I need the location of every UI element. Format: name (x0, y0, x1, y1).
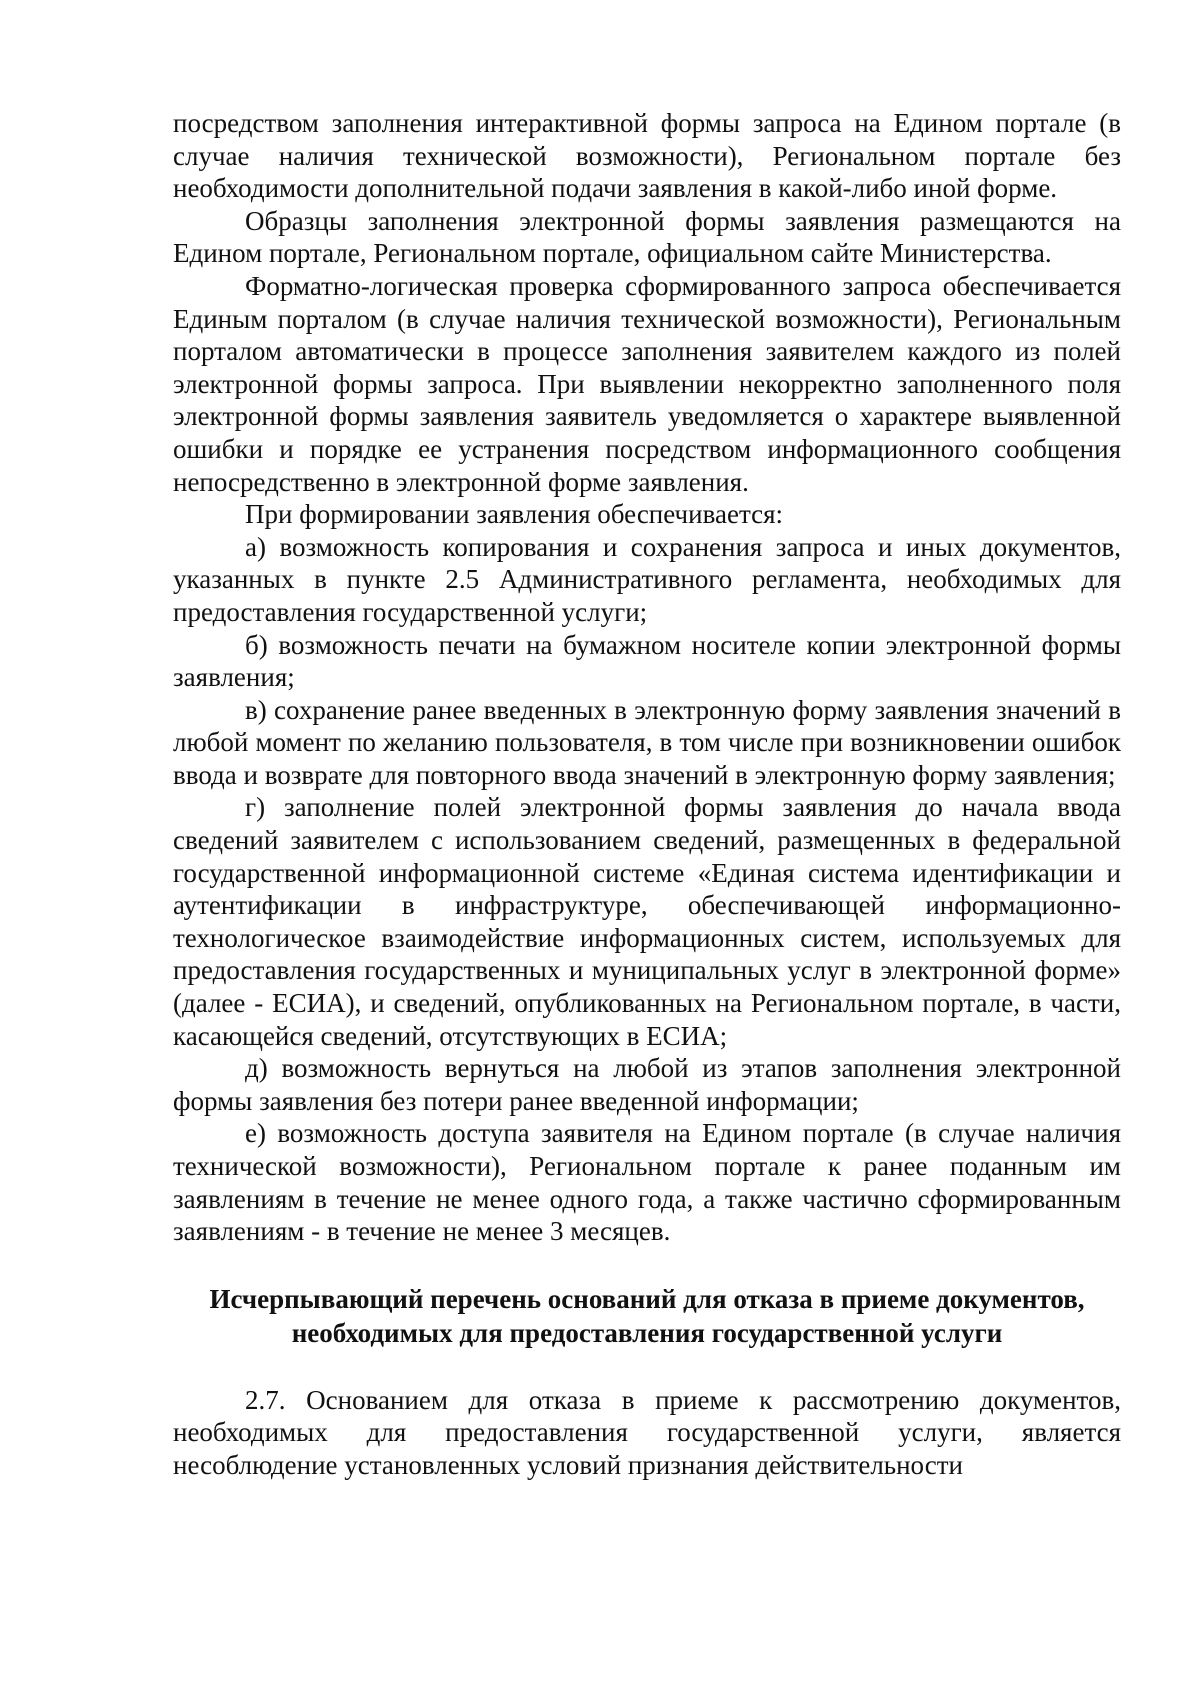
paragraph-samples: Образцы заполнения электронной формы заявления размещаются на Едином портале, Региональном портале, официальном сайте Министерства. (173, 205, 1121, 269)
list-item-v: в) сохранение ранее введенных в электронную форму заявления значений в любой момент по желанию пользователя, в том числе при возникновении ошибок ввода и возврате для повторного ввода значений в электронную форму заявления; (173, 694, 1121, 790)
paragraph-provisions-intro: При формировании заявления обеспечивается: (245, 499, 783, 530)
list-item-a: а) возможность копирования и сохранения запроса и иных документов, указанных в пункте 2.5 Административного регламента, необходимых для предоставления государственной услуги; (173, 531, 1121, 627)
paragraph-format-check: Форматно-логическая проверка сформированного запроса обеспечивается Единым порталом (в случае наличия технической возможности), Региональным порталом автоматически в процессе заполнения заявителем каждого из полей электронной формы запроса. При выявлении некорректно заполненного поля электронной формы заявления заявитель уведомляется о характере выявленной ошибки и порядке ее устранения посредством информационного сообщения непосредственно в электронной форме заявления. (173, 270, 1121, 497)
list-item-g: г) заполнение полей электронной формы заявления до начала ввода сведений заявителем с использованием сведений, размещенных в федеральной государственной информационной системе «Единая система идентификации и аутентификации в инфраструктуре, обеспечивающей информационно-технологическое взаимодействие информационных систем, используемых для предоставления государственных и муниципальных услуг в электронной форме» (далее - ЕСИА), и сведений, опубликованных на Региональном портале, в части, касающейся сведений, отсутствующих в ЕСИА; (173, 792, 1121, 1051)
document-page (173, 107, 1121, 1482)
spacer (173, 1350, 1121, 1384)
list-item-e: е) возможность доступа заявителя на Едином портале (в случае наличия технической возможности), Региональном портале к ранее поданным им заявлениям в течение не менее одного года, а также частично сформированным заявлениям - в течение не менее 3 месяцев. (173, 1118, 1121, 1247)
paragraph-continuation: посредством заполнения интерактивной формы запроса на Едином портале (в случае наличия технической возможности), Региональном портале без необходимости дополнительной подачи заявления в какой-либо иной форме. (173, 108, 1121, 204)
list-item-b: б) возможность печати на бумажном носителе копии электронной формы заявления; (173, 629, 1121, 693)
paragraph-2-7: 2.7. Основанием для отказа в приеме к рассмотрению документов, необходимых для предоставления государственной услуги, является несоблюдение установленных условий признания действительности (173, 1384, 1121, 1480)
spacer (173, 1248, 1121, 1282)
list-item-d: д) возможность вернуться на любой из этапов заполнения электронной формы заявления без потери ранее введенной информации; (173, 1053, 1121, 1116)
section-heading: Исчерпывающий перечень оснований для отказа в приеме документов, необходимых для предоставления государственной услуги (209, 1283, 1085, 1348)
